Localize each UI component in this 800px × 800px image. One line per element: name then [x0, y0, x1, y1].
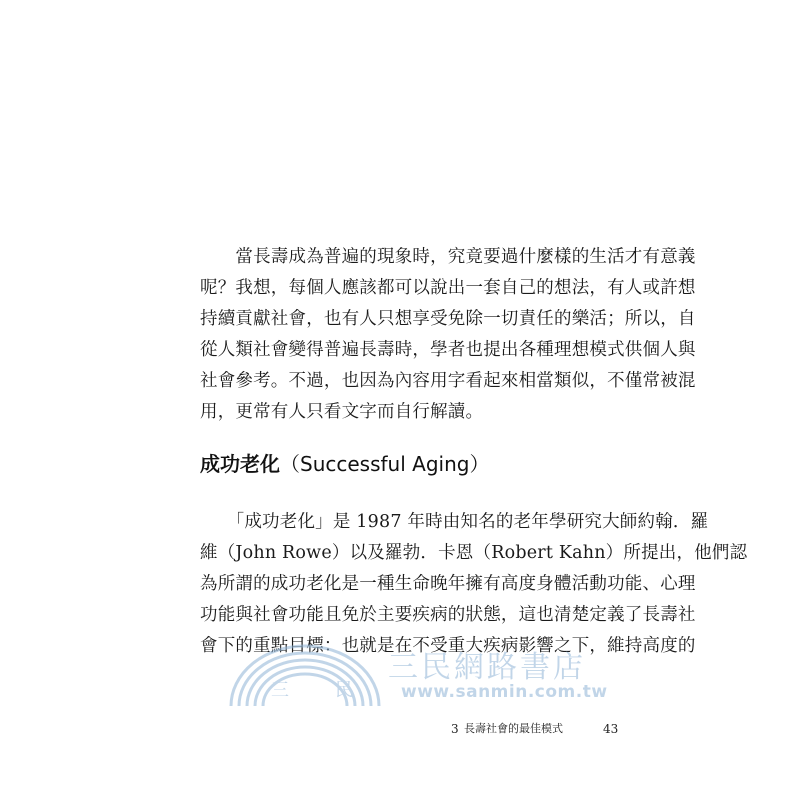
page-number: 43 [603, 722, 619, 736]
watermark-url: www.sanmin.com.tw [401, 682, 608, 702]
section-heading-cjk: 成功老化 [200, 452, 280, 476]
text-line: 「成功老化」是 1987 年時由知名的老年學研究大師約翰．羅 [200, 512, 709, 532]
watermark-char: 民 [335, 680, 353, 701]
section-heading-latin: （Successful Aging） [280, 452, 490, 476]
text-line: 維（John Rowe）以及羅勃．卡恩（Robert Kahn）所提出，他們認 [200, 543, 748, 563]
text-line: 功能與社會功能且免於主要疾病的狀態，這也清楚定義了長壽社 [200, 605, 696, 625]
section-heading [200, 448, 489, 480]
watermark-store-name: 三民網路書店 [388, 650, 586, 685]
paragraph-intro [200, 242, 696, 428]
text-line: 持續貢獻社會，也有人只想享受免除一切責任的樂活；所以，自 [200, 309, 696, 329]
text-line: 用，更常有人只看文字而自行解讀。 [200, 402, 484, 422]
text-line: 會下的重點目標：也就是在不受重大疾病影響之下，維持高度的 [200, 636, 696, 656]
rainbow-arcs-icon [225, 640, 385, 710]
running-footer-chapter-title: 長壽社會的最佳模式 [464, 722, 563, 735]
watermark-char: 三 [271, 680, 289, 701]
text-line: 為所謂的成功老化是一種生命晚年擁有高度身體活動功能、心理 [200, 574, 696, 594]
paragraph-successful-aging [200, 507, 748, 662]
sanmin-watermark [225, 640, 608, 710]
text-line: 當長壽成為普遍的現象時，究竟要過什麼樣的生活才有意義 [200, 247, 696, 267]
text-line: 呢？我想，每個人應該都可以說出一套自己的想法，有人或許想 [200, 278, 696, 298]
text-line: 從人類社會變得普遍長壽時，學者也提出各種理想模式供個人與 [200, 340, 696, 360]
running-footer-chapter-number: 3 [451, 722, 459, 736]
text-line: 社會參考。不過，也因為內容用字看起來相當類似，不僅常被混 [200, 371, 696, 391]
